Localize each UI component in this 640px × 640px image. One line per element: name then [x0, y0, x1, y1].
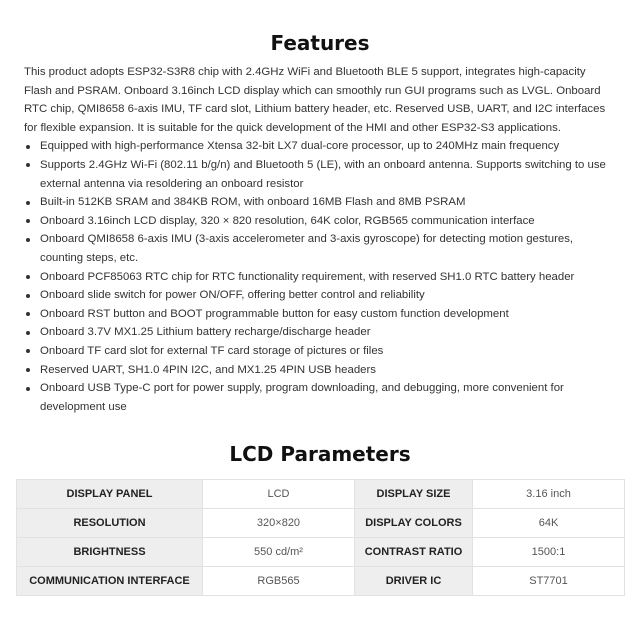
feature-item: Onboard 3.7V MX1.25 Lithium battery recharge/discharge header [24, 323, 616, 342]
lcd-parameters-table [16, 479, 625, 596]
param-label: DRIVER IC [355, 567, 473, 596]
table-row [17, 480, 625, 509]
param-value: 550 cd/m² [203, 538, 355, 567]
feature-item: Onboard PCF85063 RTC chip for RTC functionality requirement, with reserved SH1.0 RTC battery header [24, 268, 616, 287]
param-value: 320×820 [203, 509, 355, 538]
feature-item: Onboard 3.16inch LCD display, 320 × 820 resolution, 64K color, RGB565 communication interface [24, 212, 616, 231]
table-row [17, 538, 625, 567]
table-row [17, 509, 625, 538]
param-label: COMMUNICATION INTERFACE [17, 567, 203, 596]
feature-item: Supports 2.4GHz Wi-Fi (802.11 b/g/n) and Bluetooth 5 (LE), with an onboard antenna. Supports switching to use external antenna via resoldering an onboard resistor [24, 156, 616, 193]
features-heading: Features [270, 31, 370, 55]
feature-item: Reserved UART, SH1.0 4PIN I2C, and MX1.25 4PIN USB headers [24, 361, 616, 380]
feature-item: Onboard QMI8658 6-axis IMU (3-axis accelerometer and 3-axis gyroscope) for detecting motion gestures, counting steps, etc. [24, 230, 616, 267]
param-value: 3.16 inch [473, 480, 625, 509]
feature-item: Onboard TF card slot for external TF card storage of pictures or files [24, 342, 616, 361]
lcd-parameters-heading: LCD Parameters [229, 442, 411, 467]
param-value: RGB565 [203, 567, 355, 596]
table-row [17, 567, 625, 596]
feature-item: Equipped with high-performance Xtensa 32-bit LX7 dual-core processor, up to 240MHz main frequency [24, 137, 616, 156]
feature-item: Onboard slide switch for power ON/OFF, offering better control and reliability [24, 286, 616, 305]
param-label: DISPLAY PANEL [17, 480, 203, 509]
features-intro: This product adopts ESP32-S3R8 chip with 2.4GHz WiFi and Bluetooth BLE 5 support, integrates high-capacity Flash and PSRAM. Onboard 3.16inch LCD display which can smoothly run GUI programs such as LVGL. Onboard RTC chip, QMI8658 6-axis IMU, TF card slot, Lithium battery header, etc. Reserved USB, UART, and I2C interfaces for flexible expansion. It is suitable for the quick development of the HMI and other ESP32-S3 applications. [24, 66, 606, 134]
param-label: CONTRAST RATIO [355, 538, 473, 567]
feature-item: Onboard RST button and BOOT programmable button for easy custom function development [24, 305, 616, 324]
param-label: DISPLAY SIZE [355, 480, 473, 509]
param-label: RESOLUTION [17, 509, 203, 538]
param-value: 64K [473, 509, 625, 538]
feature-item: Onboard USB Type-C port for power supply, program downloading, and debugging, more convenient for development use [24, 379, 616, 416]
features-list [16, 137, 624, 416]
param-value: LCD [203, 480, 355, 509]
param-label: BRIGHTNESS [17, 538, 203, 567]
param-value: 1500:1 [473, 538, 625, 567]
param-label: DISPLAY COLORS [355, 509, 473, 538]
param-value: ST7701 [473, 567, 625, 596]
feature-item: Built-in 512KB SRAM and 384KB ROM, with onboard 16MB Flash and 8MB PSRAM [24, 193, 616, 212]
